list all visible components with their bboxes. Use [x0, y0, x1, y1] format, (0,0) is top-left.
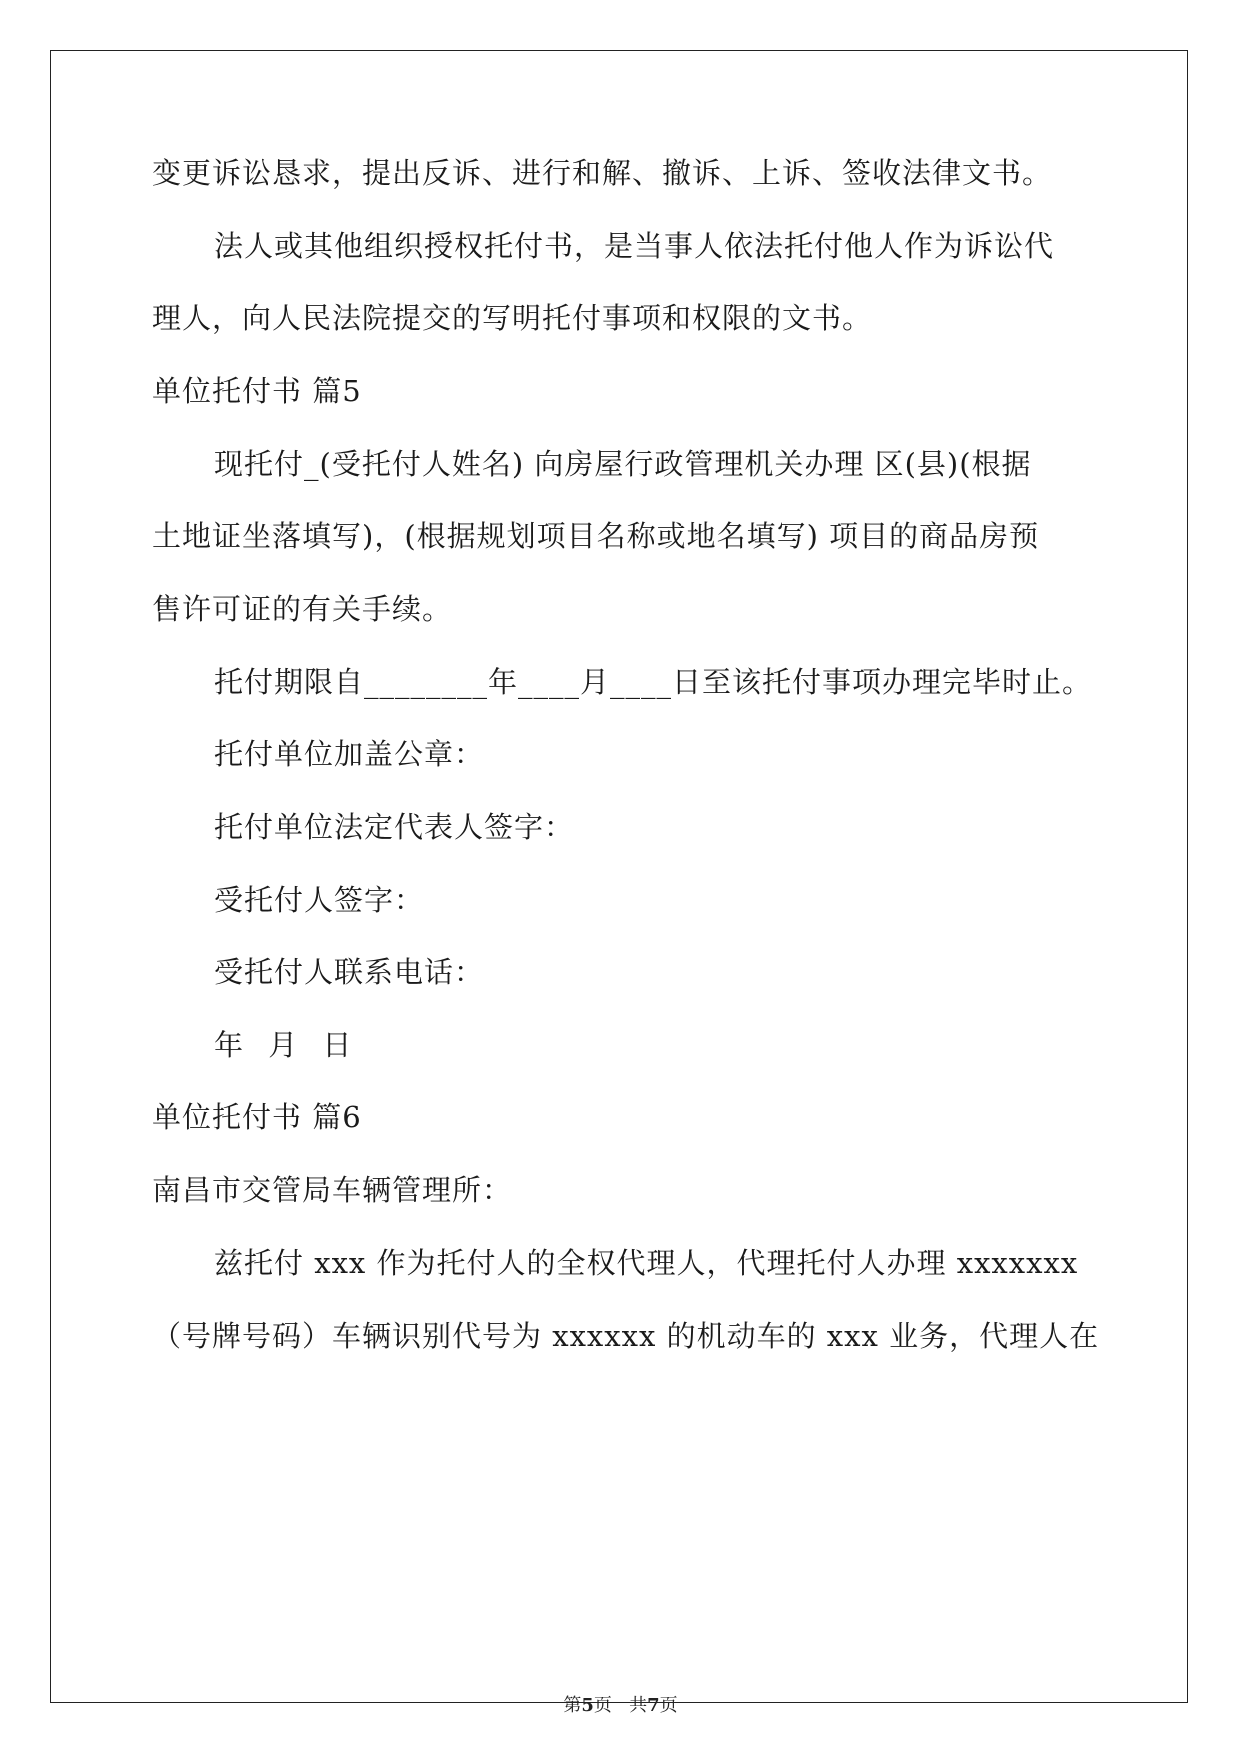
body-line: 理人，向人民法院提交的写明托付事项和权限的文书。	[152, 301, 873, 335]
body-line: 托付单位加盖公章：	[214, 737, 485, 771]
body-line: 受托付人联系电话：	[214, 955, 485, 989]
section-heading: 单位托付书 篇5	[152, 374, 362, 408]
body-line: 现托付_(受托付人姓名) 向房屋行政管理机关办理 区(县)(根据	[214, 447, 1032, 481]
body-line: 售许可证的有关手续。	[152, 592, 453, 626]
footer-prefix: 第	[563, 1695, 582, 1716]
body-line: 兹托付 xxx 作为托付人的全权代理人，代理托付人办理 xxxxxxx	[214, 1246, 1079, 1280]
body-line: 托付期限自________年____月____日至该托付事项办理完毕时止。	[214, 665, 1093, 699]
body-line: 土地证坐落填写)，(根据规划项目名称或地名填写) 项目的商品房预	[152, 519, 1040, 553]
addressee-line: 南昌市交管局车辆管理所：	[152, 1173, 513, 1207]
footer-suffix: 页	[659, 1695, 678, 1716]
page-footer	[0, 1694, 1241, 1718]
footer-current-page: 5	[581, 1695, 594, 1716]
footer-total-pages: 7	[647, 1695, 660, 1716]
footer-middle: 页 共	[593, 1695, 648, 1716]
body-line: （号牌号码）车辆识别代号为 xxxxxx 的机动车的 xxx 业务，代理人在	[152, 1319, 1100, 1353]
body-line: 受托付人签字：	[214, 883, 425, 917]
section-heading: 单位托付书 篇6	[152, 1100, 362, 1134]
body-line: 变更诉讼恳求，提出反诉、进行和解、撤诉、上诉、签收法律文书。	[152, 156, 1053, 190]
body-line: 托付单位法定代表人签字：	[214, 810, 575, 844]
body-line: 法人或其他组织授权托付书，是当事人依法托付他人作为诉讼代	[214, 229, 1055, 263]
date-line: 年 月 日	[214, 1028, 353, 1062]
